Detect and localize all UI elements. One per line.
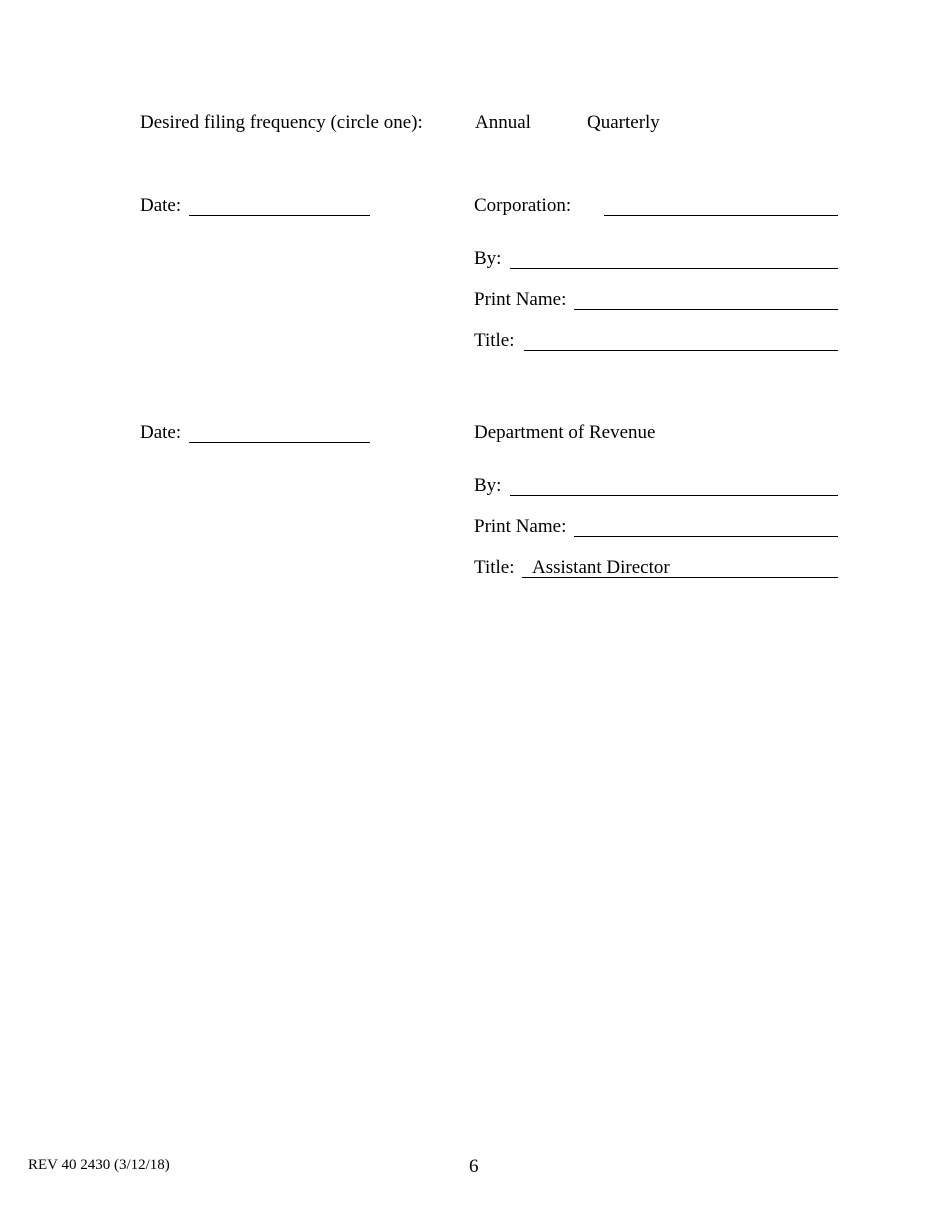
department-title-label: Title:	[474, 557, 515, 578]
department-title-value: Assistant Director	[532, 557, 670, 578]
corporation-date-field[interactable]	[189, 215, 370, 216]
department-date-field[interactable]	[189, 442, 370, 443]
corporation-by-field[interactable]	[510, 268, 838, 269]
department-print-name-field[interactable]	[574, 536, 838, 537]
form-code: REV 40 2430 (3/12/18)	[28, 1157, 170, 1173]
corporation-label: Corporation:	[474, 195, 572, 216]
department-by-label: By:	[474, 475, 502, 496]
corporation-date-label: Date:	[140, 195, 182, 216]
corporation-name-field[interactable]	[604, 215, 838, 216]
frequency-option-quarterly[interactable]: Quarterly	[587, 112, 660, 133]
corporation-by-label: By:	[474, 248, 502, 269]
corporation-title-label: Title:	[474, 330, 515, 351]
frequency-option-annual[interactable]: Annual	[475, 112, 531, 133]
department-by-field[interactable]	[510, 495, 838, 496]
corporation-print-name-label: Print Name:	[474, 289, 567, 310]
department-of-revenue-heading: Department of Revenue	[474, 422, 656, 443]
department-date-label: Date:	[140, 422, 182, 443]
corporation-title-field[interactable]	[524, 350, 838, 351]
page-number: 6	[469, 1156, 479, 1177]
corporation-print-name-field[interactable]	[574, 309, 838, 310]
department-print-name-label: Print Name:	[474, 516, 567, 537]
filing-frequency-label: Desired filing frequency (circle one):	[140, 112, 423, 133]
